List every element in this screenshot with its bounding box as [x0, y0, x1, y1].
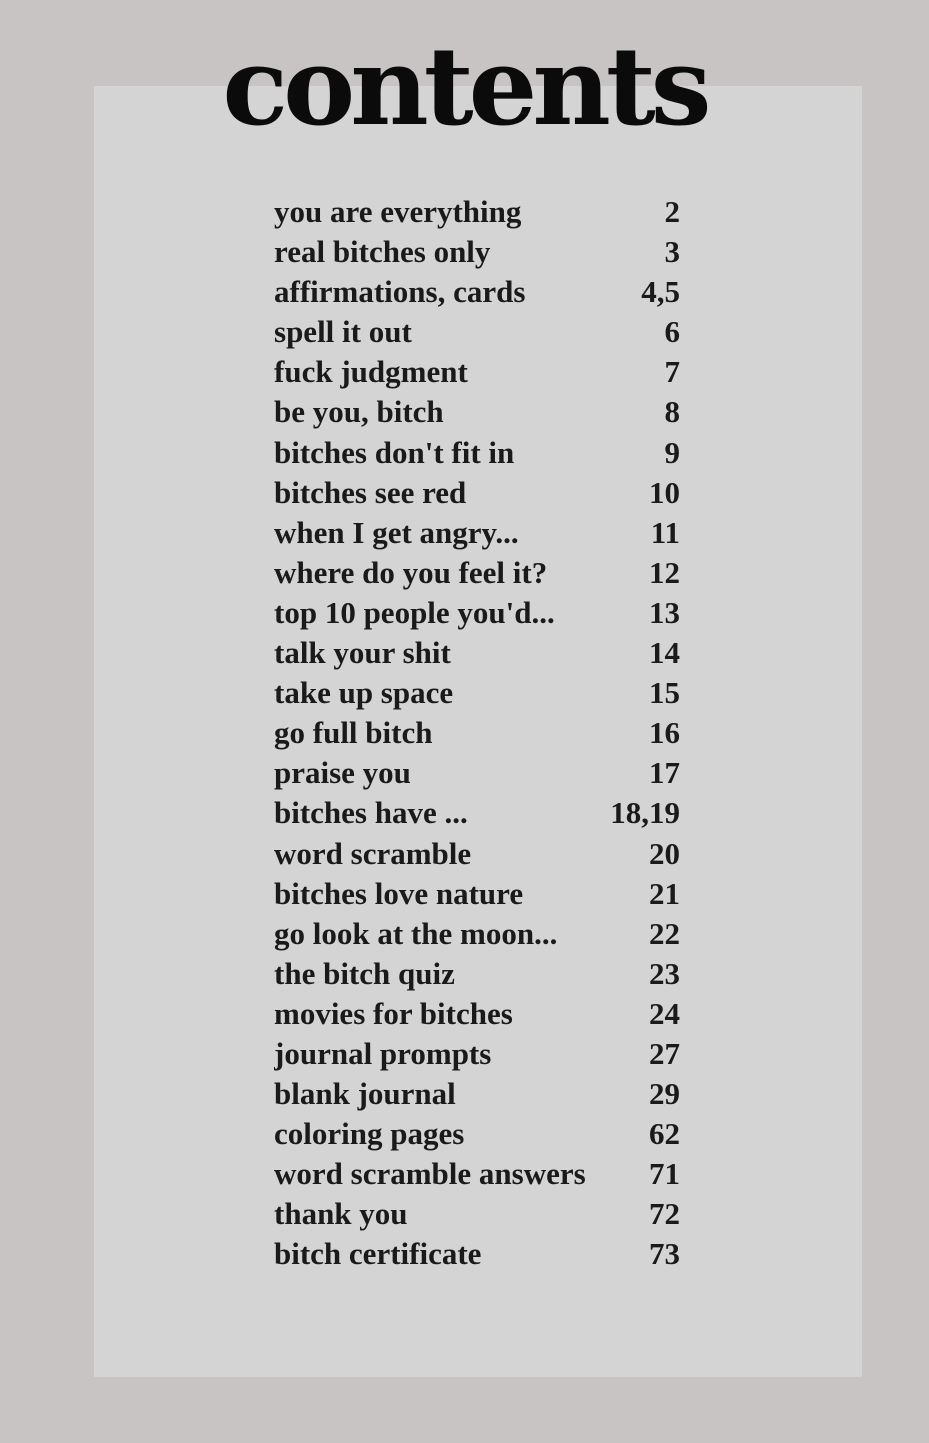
toc-entry-page-number: 23	[649, 955, 680, 991]
toc-entry	[274, 1114, 680, 1154]
toc-entry-page-number: 12	[649, 554, 680, 590]
toc-entry-title: top 10 people you'd...	[274, 594, 555, 630]
toc-entry-title: blank journal	[274, 1076, 456, 1112]
toc-entry-page-number: 22	[649, 915, 680, 951]
toc-entry-title: fuck judgment	[274, 354, 468, 390]
toc-entry-title: thank you	[274, 1196, 408, 1232]
toc-entry-page-number: 73	[649, 1236, 680, 1272]
toc-entry-title: take up space	[274, 675, 454, 711]
toc-entry-title: bitches love nature	[274, 875, 524, 911]
toc-entry	[274, 1194, 680, 1234]
toc-entry-page-number: 62	[649, 1116, 680, 1152]
toc-entry	[274, 994, 680, 1034]
toc-entry-page-number: 8	[664, 394, 680, 430]
toc-entry-title: talk your shit	[274, 635, 451, 671]
toc-entry	[274, 633, 680, 673]
toc-entry-page-number: 24	[649, 995, 680, 1031]
toc-entry-title: affirmations, cards	[274, 274, 526, 310]
toc-entry-title: word scramble answers	[274, 1156, 586, 1192]
toc-entry	[274, 1074, 680, 1114]
toc-entry-title: where do you feel it?	[274, 554, 548, 590]
toc-entry-page-number: 18,19	[610, 795, 680, 831]
toc-entry-title: go look at the moon...	[274, 915, 558, 951]
toc-entry	[274, 1234, 680, 1274]
toc-entry-page-number: 2	[664, 194, 680, 229]
toc-entry-title: you are everything	[274, 194, 522, 229]
toc-entry-title: the bitch quiz	[274, 955, 455, 991]
toc-entry	[274, 914, 680, 954]
toc-entry	[274, 713, 680, 753]
toc-entry-page-number: 71	[649, 1156, 680, 1192]
toc-entry-title: when I get angry...	[274, 514, 519, 550]
toc-entry	[274, 513, 680, 553]
toc-entry-page-number: 6	[664, 314, 680, 350]
toc-entry	[274, 793, 680, 833]
toc-entry-page-number: 10	[649, 474, 680, 510]
toc-entry	[274, 232, 680, 272]
toc-entry-title: bitch certificate	[274, 1236, 482, 1272]
toc-entry-page-number: 29	[649, 1076, 680, 1112]
toc-entry-page-number: 72	[649, 1196, 680, 1232]
toc-entry	[274, 192, 680, 232]
toc-entry	[274, 392, 680, 432]
toc-entry-title: word scramble	[274, 835, 472, 871]
page-title: contents	[222, 24, 707, 150]
toc-entry-title: go full bitch	[274, 715, 433, 751]
toc-entry-title: spell it out	[274, 314, 412, 350]
toc-entry-page-number: 20	[649, 835, 680, 871]
toc-entry-title: coloring pages	[274, 1116, 465, 1152]
toc-entry-title: journal prompts	[274, 1035, 492, 1071]
toc-entry	[274, 1034, 680, 1074]
table-of-contents	[274, 192, 680, 1275]
toc-entry	[274, 593, 680, 633]
toc-entry	[274, 673, 680, 713]
toc-entry-page-number: 9	[664, 434, 680, 470]
toc-entry-page-number: 27	[649, 1035, 680, 1071]
toc-entry	[274, 834, 680, 874]
toc-entry	[274, 272, 680, 312]
toc-entry	[274, 352, 680, 392]
toc-entry	[274, 753, 680, 793]
toc-entry	[274, 473, 680, 513]
toc-entry-page-number: 17	[649, 755, 680, 791]
toc-entry-page-number: 21	[649, 875, 680, 911]
toc-entry	[274, 954, 680, 994]
toc-entry	[274, 312, 680, 352]
toc-entry-title: real bitches only	[274, 234, 491, 270]
toc-entry	[274, 1154, 680, 1194]
toc-entry-page-number: 14	[649, 635, 680, 671]
toc-entry-title: be you, bitch	[274, 394, 444, 430]
toc-entry-page-number: 7	[664, 354, 680, 390]
toc-entry-page-number: 4,5	[641, 274, 680, 310]
toc-entry-title: bitches have ...	[274, 795, 468, 831]
toc-entry-page-number: 11	[650, 514, 680, 550]
toc-entry	[274, 553, 680, 593]
toc-entry-page-number: 3	[664, 234, 680, 270]
toc-entry	[274, 433, 680, 473]
toc-entry-page-number: 15	[649, 675, 680, 711]
toc-entry	[274, 874, 680, 914]
toc-entry-title: praise you	[274, 755, 411, 791]
toc-entry-title: bitches don't fit in	[274, 434, 515, 470]
toc-entry-title: movies for bitches	[274, 995, 513, 1031]
toc-entry-title: bitches see red	[274, 474, 467, 510]
toc-entry-page-number: 16	[649, 715, 680, 751]
toc-entry-page-number: 13	[649, 594, 680, 630]
